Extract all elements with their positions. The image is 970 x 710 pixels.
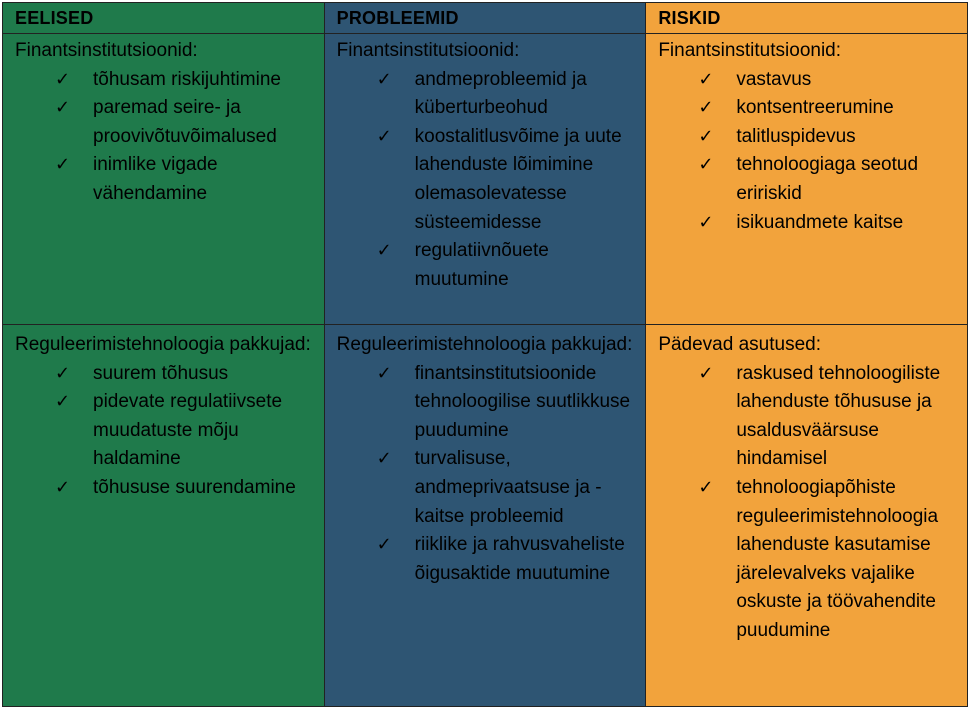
check-list <box>658 66 967 238</box>
list-item <box>15 151 324 208</box>
cell-content <box>325 34 646 294</box>
list-item-text: talitluspidevus <box>736 125 856 147</box>
cell-content <box>646 325 967 646</box>
cell-content <box>3 325 324 503</box>
list-item <box>15 94 324 151</box>
list-item <box>658 474 967 646</box>
list-item-text: raskused tehnoloogiliste lahenduste tõhususe ja usaldusväärsuse hindamisel <box>736 362 941 470</box>
header-cell-probleemid <box>324 3 646 34</box>
checkmark-icon: ✓ <box>55 97 71 119</box>
list-item <box>658 123 967 152</box>
group-label: Reguleerimistehnoloogia pakkujad: <box>15 334 311 355</box>
group-label: Reguleerimistehnoloogia pakkujad: <box>336 334 633 355</box>
header-row <box>3 3 968 34</box>
checkmark-icon: ✓ <box>55 154 71 176</box>
table-cell <box>3 325 325 707</box>
checkmark-icon: ✓ <box>698 125 714 147</box>
list-item <box>658 209 967 238</box>
header-eelised: EELISED <box>15 8 94 28</box>
cell-content <box>3 34 324 209</box>
checkmark-icon: ✓ <box>376 240 392 262</box>
row-1 <box>3 34 968 325</box>
list-item-text: tõhususe suurendamine <box>93 476 296 498</box>
list-item-text: turvalisuse, andmeprivaatsuse ja -kaitse probleemid <box>414 448 602 527</box>
checkmark-icon: ✓ <box>698 68 714 90</box>
group-label: Finantsinstitutsioonid: <box>15 40 198 61</box>
list-item <box>15 66 324 95</box>
header-riskid: RISKID <box>658 8 721 28</box>
list-item <box>658 360 967 474</box>
checkmark-icon: ✓ <box>55 391 71 413</box>
list-item <box>15 388 324 474</box>
comparison-table <box>2 2 968 707</box>
table-cell <box>646 34 968 325</box>
checkmark-icon: ✓ <box>698 97 714 119</box>
cell-content <box>646 34 967 237</box>
check-list <box>337 360 646 589</box>
list-item-text: finantsinstitutsioonide tehnoloogilise suutlikkuse puudumine <box>414 362 631 441</box>
table-cell <box>3 34 325 325</box>
list-item-text: regulatiivnõuete muutumine <box>414 240 549 290</box>
table-cell <box>324 34 646 325</box>
checkmark-icon: ✓ <box>698 154 714 176</box>
checkmark-icon: ✓ <box>55 476 71 498</box>
checkmark-icon: ✓ <box>376 534 392 556</box>
header-cell-eelised <box>3 3 325 34</box>
checkmark-icon: ✓ <box>698 476 714 498</box>
list-item-text: isikuandmete kaitse <box>736 211 904 233</box>
group-label: Finantsinstitutsioonid: <box>658 40 842 61</box>
row-2 <box>3 325 968 707</box>
list-item <box>337 66 646 123</box>
list-item-text: tõhusam riskijuhtimine <box>93 68 281 90</box>
check-list <box>15 360 324 503</box>
table-cell <box>646 325 968 707</box>
list-item-text: kontsentreerumine <box>736 97 894 119</box>
header-probleemid: PROBLEEMID <box>336 8 459 28</box>
check-list <box>15 66 324 209</box>
checkmark-icon: ✓ <box>376 125 392 147</box>
list-item <box>337 360 646 446</box>
table-cell <box>324 325 646 707</box>
list-item-text: pidevate regulatiivsete muudatuste mõju haldamine <box>93 391 283 470</box>
check-list <box>658 360 967 646</box>
checkmark-icon: ✓ <box>698 362 714 384</box>
group-label: Finantsinstitutsioonid: <box>336 40 520 61</box>
list-item <box>337 531 646 588</box>
list-item <box>337 237 646 294</box>
list-item <box>658 94 967 123</box>
list-item-text: vastavus <box>736 68 812 90</box>
list-item-text: andmeprobleemid ja küberturbeohud <box>414 68 587 119</box>
list-item-text: inimlike vigade vähendamine <box>93 154 218 204</box>
list-item <box>15 360 324 389</box>
cell-content <box>325 325 646 588</box>
checkmark-icon: ✓ <box>376 68 392 90</box>
list-item <box>337 445 646 531</box>
checkmark-icon: ✓ <box>55 362 71 384</box>
group-label: Pädevad asutused: <box>658 334 821 355</box>
list-item-text: suurem tõhusus <box>93 362 229 384</box>
list-item <box>337 123 646 237</box>
list-item-text: tehnoloogiaga seotud eririskid <box>736 154 919 204</box>
checkmark-icon: ✓ <box>376 362 392 384</box>
header-cell-riskid <box>646 3 968 34</box>
checkmark-icon: ✓ <box>698 211 714 233</box>
list-item-text: tehnoloogiapõhiste reguleerimistehnoloogia lahenduste kasutamise järelevalveks vajalike oskuste ja töövahendite puudumine <box>736 476 939 641</box>
list-item <box>15 474 324 503</box>
check-list <box>337 66 646 295</box>
list-item-text: koostalitlusvõime ja uute lahenduste lõimimine olemasolevatesse süsteemidesse <box>414 125 622 233</box>
list-item <box>658 151 967 208</box>
checkmark-icon: ✓ <box>376 448 392 470</box>
list-item-text: paremad seire- ja proovivõtuvõimalused <box>93 97 277 147</box>
list-item <box>658 66 967 95</box>
list-item-text: riiklike ja rahvusvaheliste õigusaktide muutumine <box>414 534 625 584</box>
checkmark-icon: ✓ <box>55 68 71 90</box>
